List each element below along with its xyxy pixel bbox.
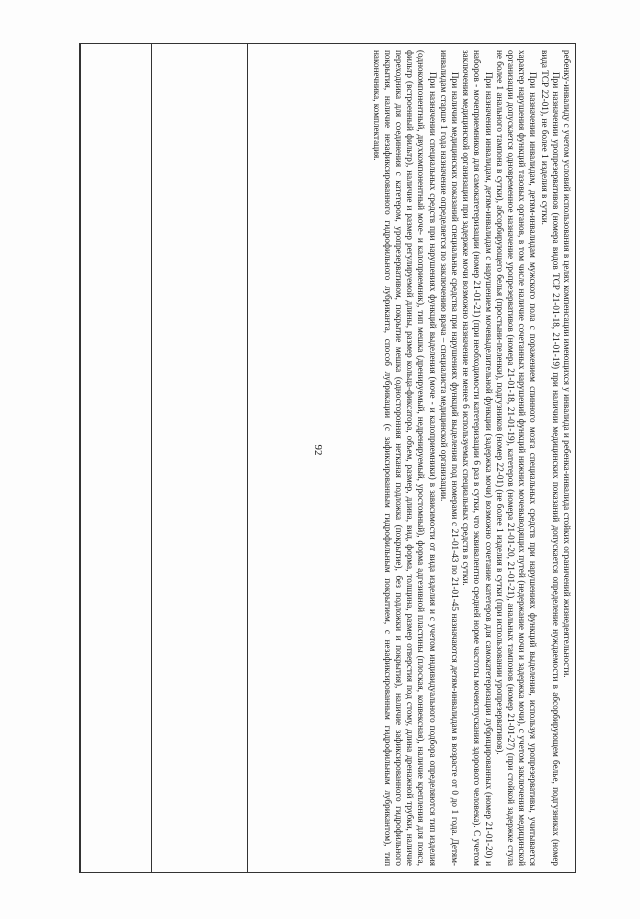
- paragraph: ребенку-инвалиду с учетом условий использования в целях компенсации имеющихся у инвалида и ребенка-инвалида стойких ограничений жизнедеятельности.: [562, 50, 572, 678]
- table-cell-empty: [80, 44, 151, 872]
- paragraph: При наличии медицинских показаний специальные средства при нарушениях функций выделения под номерами с 21-01-43 по 21-01-45 назначаются детям-инвалидам в возрасте от 0 до 1 года. Детям-инвалидам старше 1 года назначение определяется по заключению врача – специалиста медицинской организации.: [438, 50, 460, 866]
- paragraph: При назначении уропрезервативов (номера видов ТСР 21-01-18, 21-01-19) при наличии медицинских показаний допускается определение нуждаемости в абсорбирующем белье, подгузниках (номер вида ТСР 22-01), не более 1 изделия в сутки.: [539, 50, 561, 866]
- paragraph: При назначении инвалидам, детям-инвалидам с нарушением мочевыделительной функции (задержка мочи) возможно сочетание катетеров для самокатетеризации лубрицированных (номер 21-01-20) и наборов - мочеприемников для самокатетеризации (номер 21-01-21) (при необходимости катетеризации 6 раз в сутки, что эквивалентно средней норме частоты мочеиспускания здорового человека). С учетом заключения медицинской организации при задержке мочи возможно назначение не менее 6 используемых специальных средств в сутки.: [461, 50, 494, 866]
- page-number: 92: [312, 444, 324, 456]
- table-cell-description: [247, 44, 575, 872]
- paragraph: При назначении инвалидам, детям-инвалидам мужского пола с поражением спинного мозга специальных средств при нарушениях функций выделения, используя уропрезервативы, учитывается характер нарушения функций тазовых органов, в том числе наличие сочетанных нарушений функций нижних мочевыводящих путей (недержание мочи и задержка мочи), с учетом заключения медицинской организации допускается одновременное назначение уропрезервативов (номера 21-01-18, 21-01-19), катетеров (номера 21-01-20, 21-01-21), анальных тампонов (номер 21-01-27) (при стойкой задержке стула не более 1 анального тампона в сутки), абсорбирующего белья (простыни-пеленки), подгузников (номер 22-01) (не более 1 изделия в сутки (при использовании уропрезервативов).: [494, 50, 539, 866]
- requirements-table: [79, 43, 576, 873]
- paragraph: При назначении специальных средств при нарушениях функций выделения (моче - и калоприемники) в зависимости от вида изделия и с учетом индивидуального подбора определяются тип изделия (однокомпонентный, двухкомпонентный моче- и калоприемник), тип мешка (дренируемый, недренируемый, уростомный), форма адгезивной пластины (плоская, конвексная), наличие крепления для пояса, фильтр (встроенный фильтр), наличие и размер регулируемой длины, размер кольца-фиксатора, объем, размер, длина, вид, форма, толщина, размер отверстия под стому, длина дренажной трубки, наличие переходника для соединения с катетером, уропрезервативом, покрытие мешка (односторонняя нетканая подложка (покрытие), без подложки и покрытия), наличие зафиксированного гидрофильного покрытия, наличие незафиксированного гидрофильного лубриканта, способ лубрикации (с зафиксированным гидрофильным покрытием, с незафиксированным гидрофильным лубрикантом), тип наконечника, комплектация.: [371, 50, 438, 866]
- table-cell-empty: [151, 44, 247, 872]
